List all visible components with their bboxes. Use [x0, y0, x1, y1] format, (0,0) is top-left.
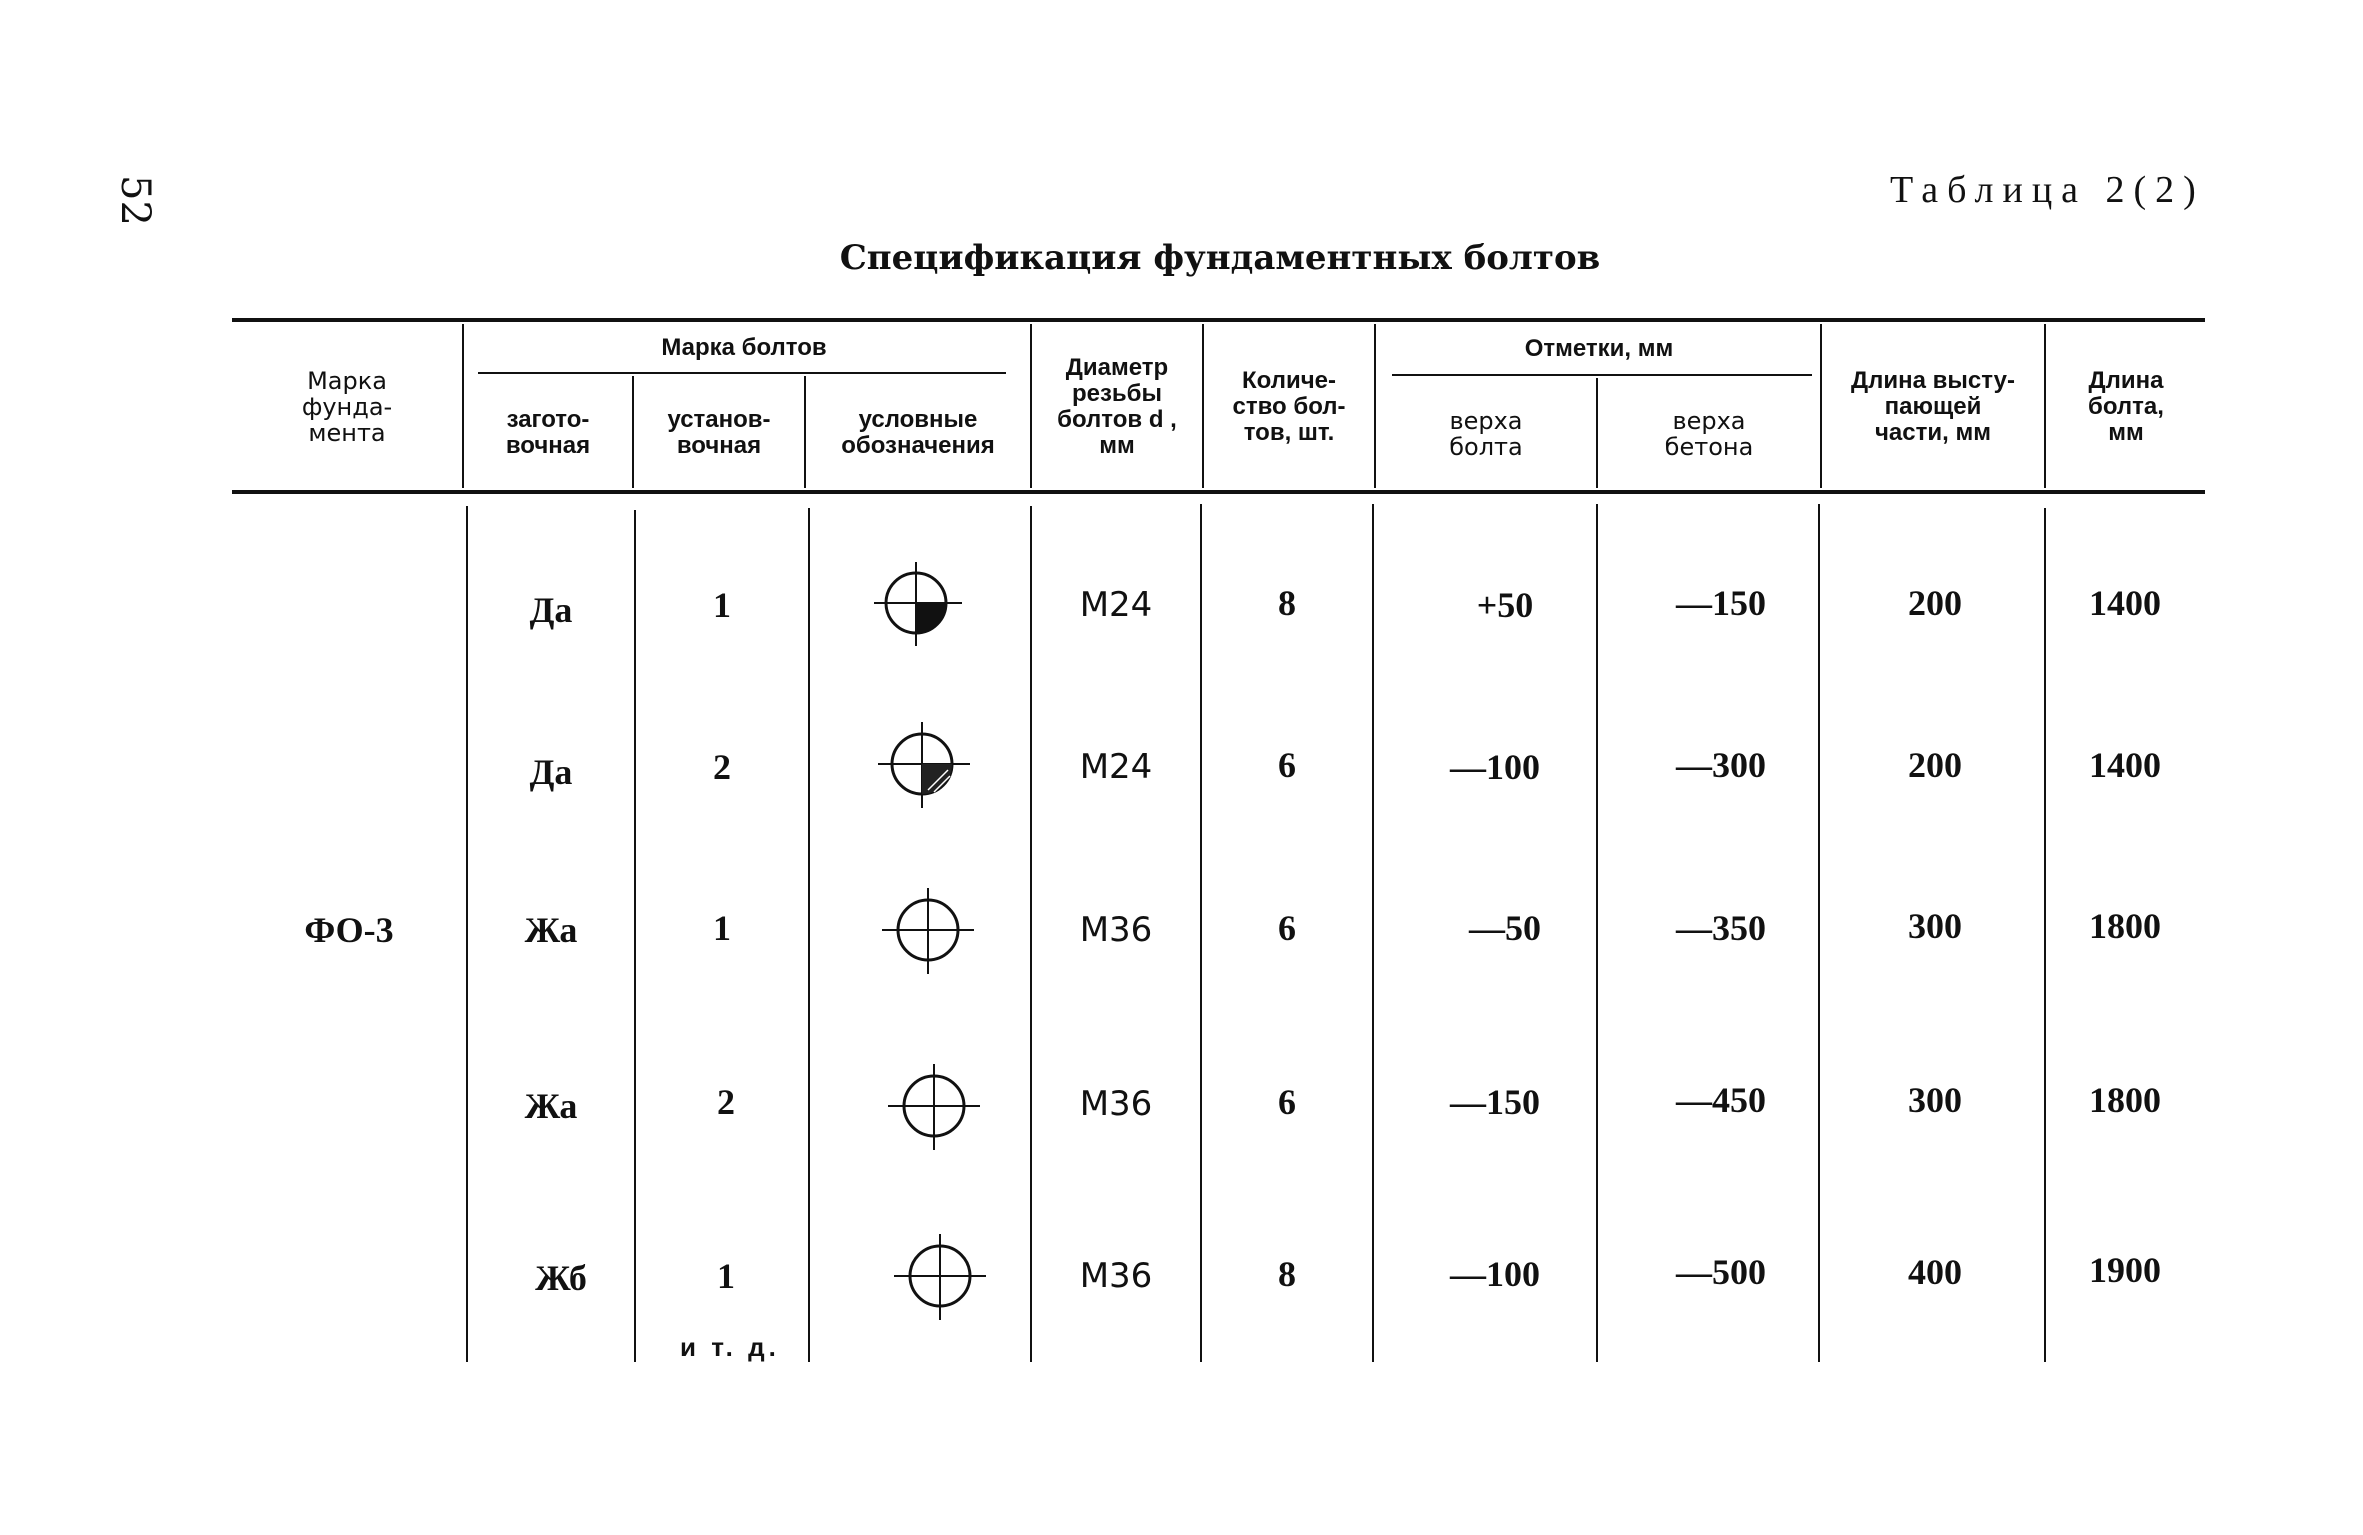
cell-blank: Жб: [535, 1258, 587, 1298]
cell-protruding: 300: [1908, 906, 1962, 946]
cell-bolt-top: —100: [1450, 1254, 1540, 1294]
body-divider: [1372, 504, 1374, 1362]
cell-install: 2: [717, 1082, 735, 1122]
marks-group-rule: [1392, 374, 1812, 376]
cell-install: 1: [713, 585, 731, 625]
cell-bolt-top: —150: [1450, 1082, 1540, 1122]
header-install: установ- вочная: [667, 406, 771, 459]
cell-diameter: М24: [1079, 585, 1153, 625]
page-number: 52: [112, 175, 158, 226]
cell-concrete-top: —350: [1676, 908, 1766, 948]
header-bottom-rule: [232, 490, 2205, 494]
bolt-symbol-crosshair-icon: [890, 1230, 990, 1322]
header-blank: загото- вочная: [505, 406, 591, 459]
cell-concrete-top: —450: [1676, 1080, 1766, 1120]
cell-bolt-top: —50: [1469, 908, 1541, 948]
bolt-symbol-crosshair-icon: [878, 884, 978, 976]
cell-diameter: М24: [1079, 747, 1153, 787]
cell-protruding: 300: [1908, 1080, 1962, 1120]
cell-length: 1800: [2089, 1080, 2161, 1120]
cell-install: 1: [717, 1256, 735, 1296]
cell-bolt-top: +50: [1476, 585, 1534, 625]
cell-protruding: 200: [1908, 745, 1962, 785]
cell-length: 1400: [2089, 745, 2161, 785]
cell-length: 1800: [2089, 906, 2161, 946]
header-foundation-mark: Марка фунда- мента: [301, 367, 393, 447]
cell-diameter: М36: [1079, 910, 1153, 950]
cell-count: 6: [1278, 745, 1296, 785]
cell-count: 8: [1278, 1254, 1296, 1294]
header-count: Количе- ство бол- тов, шт.: [1232, 367, 1346, 446]
header-diameter: Диаметр резьбы болтов d , мм: [1057, 354, 1177, 459]
cell-protruding: 200: [1908, 583, 1962, 623]
table-label: Таблица 2(2): [1890, 169, 2205, 211]
cell-blank: Да: [529, 752, 573, 792]
cell-bolt-top: —100: [1450, 747, 1540, 787]
cell-length: 1900: [2089, 1250, 2161, 1290]
table-top-rule: [232, 318, 2205, 322]
bolt-symbol-quarter-filled-icon: [866, 558, 966, 648]
bolt-symbol-quarter-hatched-icon: [872, 718, 972, 810]
body-divider: [2044, 508, 2046, 1362]
cell-concrete-top: —150: [1676, 583, 1766, 623]
cell-blank: Да: [529, 590, 573, 630]
cell-concrete-top: —300: [1676, 745, 1766, 785]
header-concrete-top: верха бетона: [1664, 407, 1754, 461]
cell-blank: Жа: [524, 1086, 578, 1126]
cell-blank: Жа: [524, 910, 578, 950]
cell-install: 2: [713, 747, 731, 787]
cell-count: 8: [1278, 583, 1296, 623]
header-bolt-length: Длина болта, мм: [2088, 367, 2164, 446]
header-protruding: Длина высту- пающей части, мм: [1851, 367, 2015, 446]
body-divider: [808, 508, 810, 1362]
header-symbols: условные обозначения: [841, 406, 995, 459]
foundation-mark: ФО-3: [304, 910, 394, 950]
cell-count: 6: [1278, 908, 1296, 948]
header-bolt-mark-group: Марка болтов: [661, 334, 827, 361]
cell-diameter: М36: [1079, 1256, 1153, 1296]
bolt-mark-group-rule: [478, 372, 1006, 374]
cell-protruding: 400: [1908, 1252, 1962, 1292]
table-title: Спецификация фундаментных болтов: [839, 238, 1601, 278]
bolt-symbol-crosshair-icon: [884, 1060, 984, 1152]
header-marks-group: Отметки, мм: [1524, 335, 1674, 362]
cell-count: 6: [1278, 1082, 1296, 1122]
cell-concrete-top: —500: [1676, 1252, 1766, 1292]
cell-length: 1400: [2089, 583, 2161, 623]
cell-install: 1: [713, 908, 731, 948]
cell-diameter: М36: [1079, 1084, 1153, 1124]
header-bolt-top: верха болта: [1449, 407, 1523, 461]
continuation-note: и т. д.: [680, 1332, 780, 1362]
